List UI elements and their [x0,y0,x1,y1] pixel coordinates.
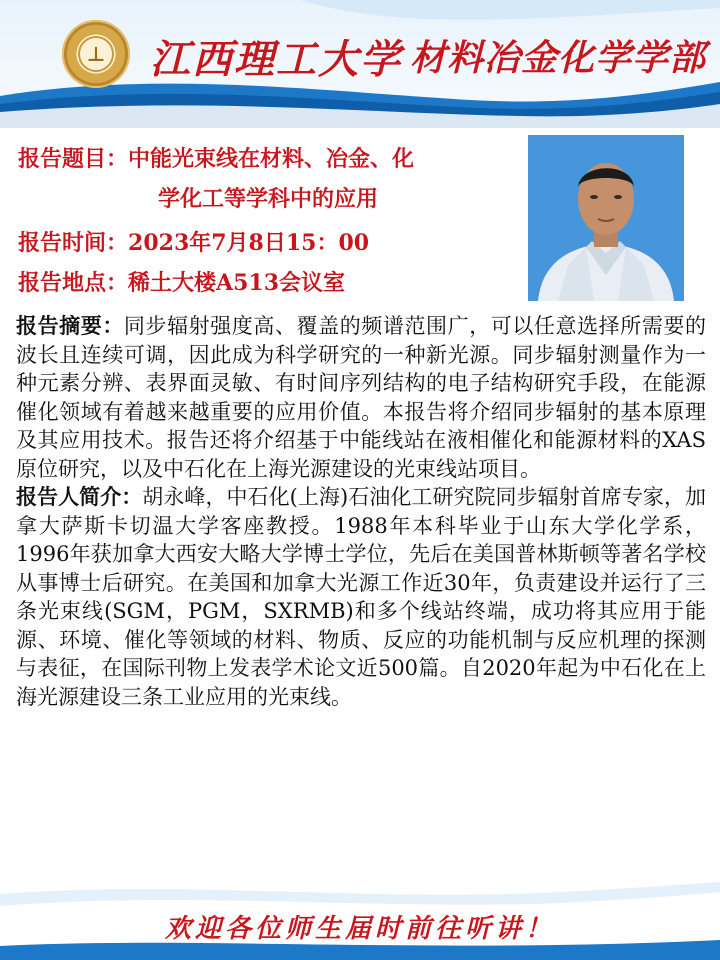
talk-title-row-2 [158,182,378,213]
body-text [16,312,706,711]
talk-title-line1: 中能光束线在材料、冶金、化 [128,146,415,172]
abstract-text: 同步辐射强度高、覆盖的频谱范围广，可以任意选择所需要的波长且连续可调，因此成为科学研究的一种新光源。同步辐射测量作为一种元素分辨、表界面灵敏、有时间序列结构的电子结构研究手段，在能源催化领域有着越来越重要的应用价值。本报告将介绍同步辐射的基本原理及其应用技术。报告还将介绍基于中能线站在液相催化和能源材料的XAS原位研究，以及中石化在上海光源建设的光束线站项目。 [16,314,707,481]
university-seal-icon: ⊥ [62,20,130,88]
speaker-portrait-graphic [528,135,684,301]
welcome-message: 欢迎各位师生届时前往听讲！ [164,914,555,944]
abstract-paragraph [16,312,706,483]
header-banner [0,0,720,128]
department-name: 材料冶金化学学部 [410,38,707,79]
speaker-text: 胡永峰，中石化(上海)石油化工研究院同步辐射首席专家，加拿大萨斯卡切温大学客座教授。1988年本科毕业于山东大学化学系，1996年获加拿大西安大略大学博士学位，先后在美国普林斯顿等著名学校从事博士后研究。在美国和加拿大光源工作近30年，负责建设并运行了三条光束线(SGM，PGM，SXRMB)和多个线站终端，成功将其应用于能源、环境、催化等领域的材料、物质、反应的功能机制与反应机理的探测与表征，在国际刊物上发表学术论文近500篇。自2020年起为中石化在上海光源建设三条工业应用的光束线。 [16,485,706,709]
footer-banner [0,880,720,960]
talk-title-line2: 学化工等学科中的应用 [158,186,379,212]
speaker-label: 报告人简介： [16,484,143,509]
university-name: 江西理工大学 [150,37,402,83]
talk-time-row [18,226,369,257]
talk-title-label: 报告题目： [18,146,129,172]
talk-place-label: 报告地点： [18,270,129,296]
talk-time-value: 2023年7月8日15：00 [128,230,370,256]
speaker-photo [528,135,684,301]
abstract-label: 报告摘要： [16,313,124,338]
speaker-paragraph [16,483,706,711]
talk-title-row [18,142,414,173]
talk-place-row [18,266,345,297]
talk-place-value: 稀土大楼A513会议室 [128,270,346,296]
talk-time-label: 报告时间： [18,230,129,256]
